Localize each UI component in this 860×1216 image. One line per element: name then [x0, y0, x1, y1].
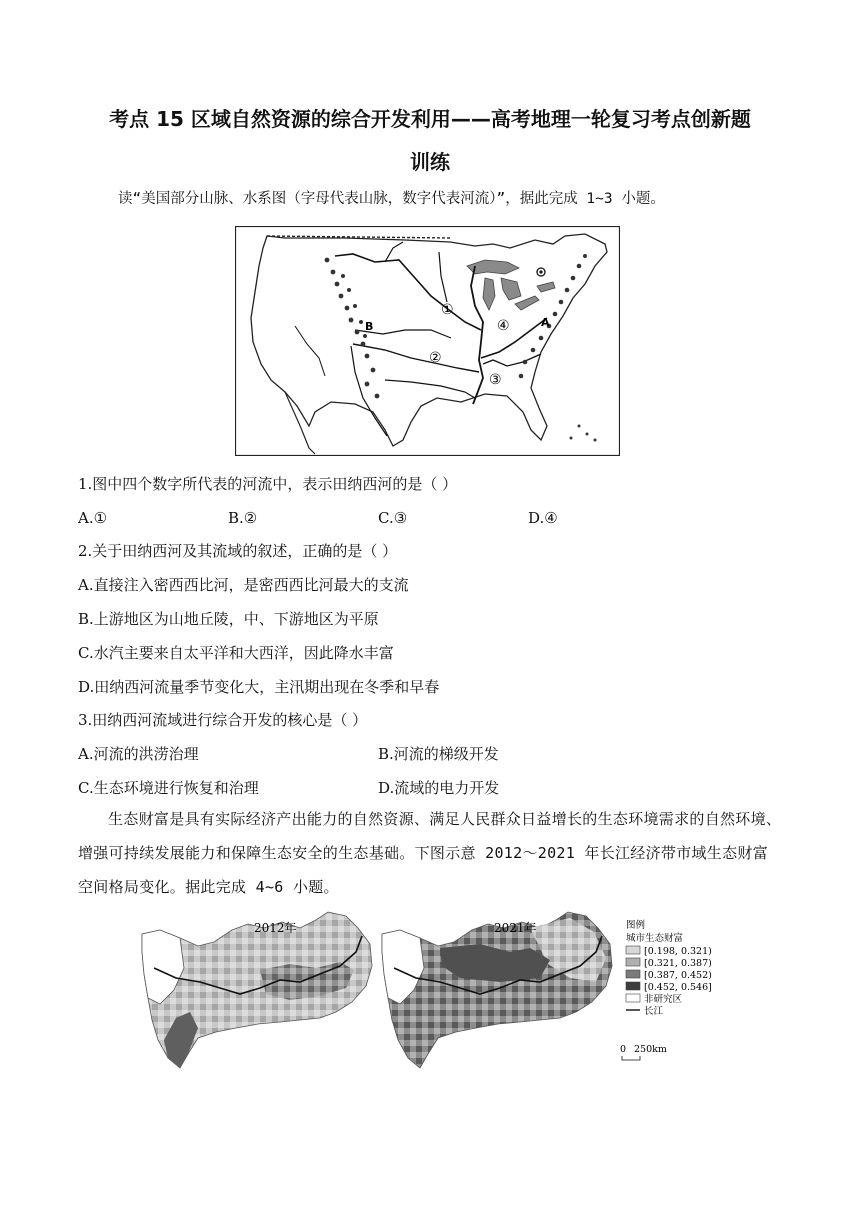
q3-option-a: A.河流的洪涝治理 — [78, 745, 199, 763]
q3-option-d: D.流域的电力开发 — [378, 779, 500, 797]
q2-option-b: B.上游地区为山地丘陵，中、下游地区为平原 — [78, 610, 379, 628]
q1-option-d: D.④ — [528, 509, 558, 527]
year-label-2021: 2021年 — [494, 921, 537, 935]
scale-label: 250km — [634, 1044, 667, 1055]
legend-item-2: [0.321, 0.387) — [644, 958, 712, 969]
q2-option-a: A.直接注入密西西比河，是密西西比河最大的支流 — [78, 576, 409, 594]
intro-eco-wealth: 生态财富是具有实际经济产出能力的自然资源、满足人民群众日益增长的生态环境需求的自然环境、增强可持续发展能力和保障生态安全的生态基础。下图示意 2012～2021 年长江经济带市域生态财富空间格局变化。据此完成 4~6 小题。 — [78, 810, 782, 896]
q3-stem: 3.田纳西河流域进行综合开发的核心是（ ） — [78, 711, 368, 729]
q2-stem: 2.关于田纳西河及其流域的叙述，正确的是（ ） — [78, 542, 398, 560]
q1-option-b: B.② — [228, 509, 258, 527]
legend-item-5: 非研究区 — [644, 994, 683, 1005]
scale-zero: 0 — [620, 1044, 627, 1055]
label-river-1: ① — [441, 302, 454, 318]
map-2021 — [382, 912, 612, 1068]
q2-option-c: C.水汽主要来自太平洋和大西洋，因此降水丰富 — [78, 644, 394, 662]
q1-option-c: C.③ — [378, 509, 408, 527]
label-mountain-a: A — [541, 316, 550, 329]
label-river-3: ③ — [489, 372, 502, 388]
legend-subtitle: 城市生态财富 — [626, 933, 684, 944]
q1-stem: 1.图中四个数字所代表的河流中，表示田纳西河的是（ ） — [78, 475, 458, 493]
legend-item-3: [0.387, 0.452) — [644, 970, 712, 981]
yangtze-eco-wealth-maps — [140, 908, 720, 1076]
label-river-2: ② — [429, 350, 442, 366]
q2-option-d: D.田纳西河流量季节变化大，主汛期出现在冬季和早春 — [78, 678, 440, 696]
us-mountains-rivers-map — [235, 226, 620, 456]
q1-option-a: A.① — [78, 509, 108, 527]
intro-us-map: 读“美国部分山脉、水系图（字母代表山脉，数字代表河流）”，据此完成 1~3 小题。 — [118, 191, 665, 207]
map-legend — [620, 919, 712, 1060]
q3-option-c: C.生态环境进行恢复和治理 — [78, 779, 259, 797]
map-2012 — [142, 912, 372, 1068]
page-title-line-1: 考点 15 区域自然资源的综合开发利用——高考地理一轮复习考点创新题 — [109, 107, 751, 131]
legend-item-6: 长江 — [644, 1006, 664, 1017]
legend-item-1: [0.198, 0.321) — [644, 946, 712, 957]
legend-title: 图例 — [626, 920, 646, 931]
scale-bar — [622, 1056, 640, 1060]
legend-item-4: [0.452, 0.546] — [644, 982, 712, 993]
q3-option-b: B.河流的梯级开发 — [378, 745, 499, 763]
page-title-line-2: 训练 — [410, 150, 450, 174]
label-river-4: ④ — [497, 318, 510, 334]
label-mountain-b: B — [365, 320, 374, 333]
year-label-2012: 2012年 — [254, 921, 297, 935]
